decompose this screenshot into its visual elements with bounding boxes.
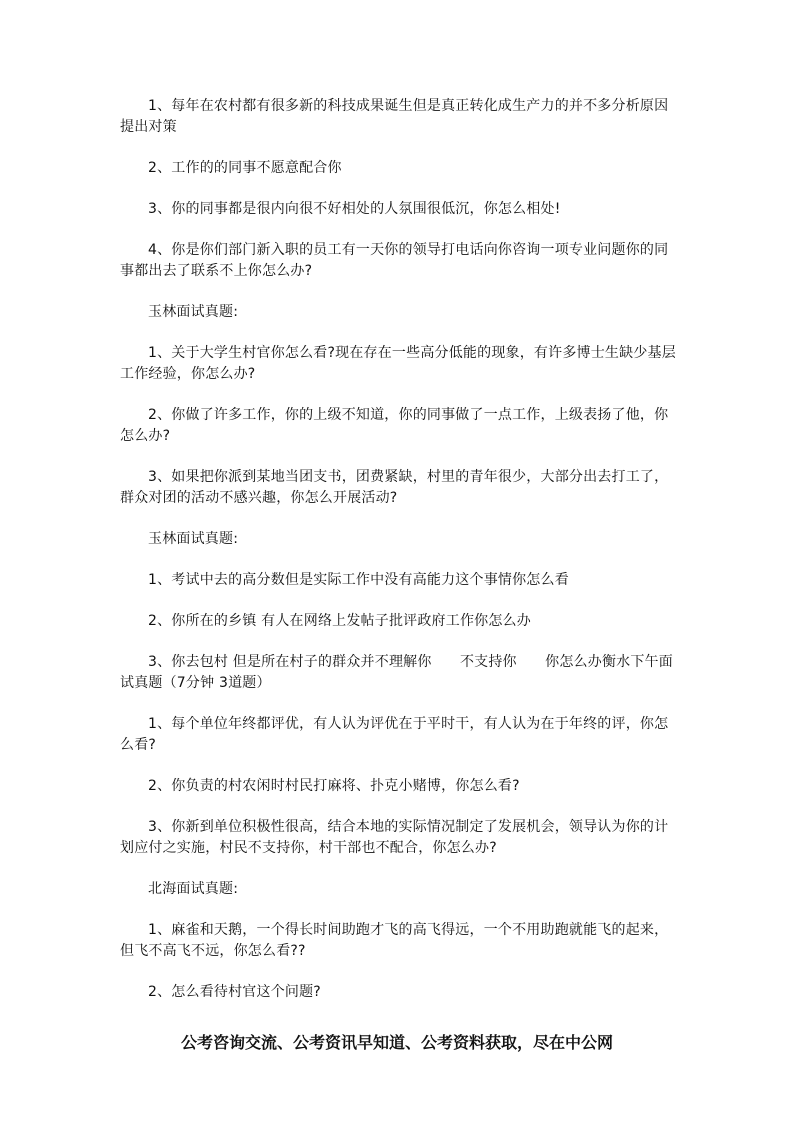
paragraph: 3、你的同事都是很内向很不好相处的人氛围很低沉，你怎么相处! bbox=[148, 201, 561, 217]
paragraph: 3、你去包村 但是所在村子的群众并不理解你 不支持你 你怎么办衡水下午面试真题（7分钟 3道题） bbox=[120, 654, 673, 691]
paragraph: 1、关于大学生村官你怎么看?现在存在一些高分低能的现象，有许多博士生缺少基层工作经验，你怎么办? bbox=[120, 345, 676, 382]
paragraph: 1、每个单位年终都评优，有人认为评优在于平时干，有人认为在于年终的评，你怎么看? bbox=[120, 716, 669, 753]
paragraph: 2、工作的的同事不愿意配合你 bbox=[148, 160, 342, 176]
section-heading: 玉林面试真题: bbox=[148, 304, 239, 320]
paragraph: 1、麻雀和天鹅，一个得长时间助跑才飞的高飞得远，一个不用助跑就能飞的起来，但飞不高飞不远，你怎么看?? bbox=[120, 922, 669, 959]
document-body bbox=[120, 96, 676, 1023]
paragraph: 4、你是你们部门新入职的员工有一天你的领导打电话向你咨询一项专业问题你的同事都出去了联系不上你怎么办? bbox=[120, 242, 669, 279]
section-heading: 北海面试真题: bbox=[148, 881, 239, 897]
section-heading: 玉林面试真题: bbox=[148, 531, 239, 547]
paragraph: 2、怎么看待村官这个问题? bbox=[148, 984, 321, 1000]
paragraph: 1、考试中去的高分数但是实际工作中没有高能力这个事情你怎么看 bbox=[148, 572, 569, 588]
paragraph: 2、你所在的乡镇 有人在网络上发帖子批评政府工作你怎么办 bbox=[148, 613, 531, 629]
paragraph: 1、每年在农村都有很多新的科技成果诞生但是真正转化成生产力的并不多分析原因提出对策 bbox=[120, 98, 669, 135]
paragraph: 3、如果把你派到某地当团支书，团费紧缺，村里的青年很少，大部分出去打工了，群众对团的活动不感兴趣，你怎么开展活动? bbox=[120, 469, 669, 506]
paragraph: 2、你做了许多工作，你的上级不知道，你的同事做了一点工作，上级表扬了他，你怎么办? bbox=[120, 407, 669, 444]
page-footer: 公考咨询交流、公考资讯早知道、公考资料获取，尽在中公网 bbox=[180, 1033, 613, 1052]
paragraph: 3、你新到单位积极性很高，结合本地的实际情况制定了发展机会，领导认为你的计划应付之实施，村民不支持你，村干部也不配合，你怎么办? bbox=[120, 819, 669, 856]
paragraph: 2、你负责的村农闲时村民打麻将、扑克小赌博，你怎么看? bbox=[148, 778, 520, 794]
